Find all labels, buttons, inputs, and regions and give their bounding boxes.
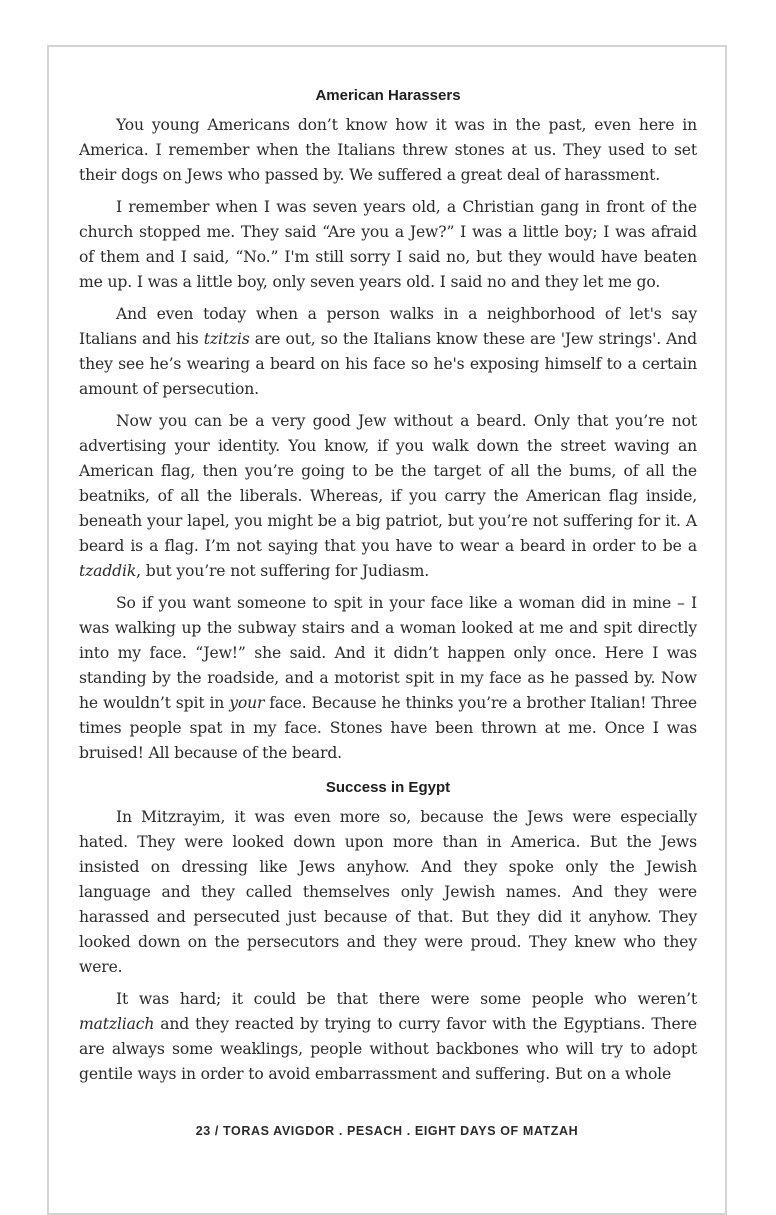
paragraph: In Mitzrayim, it was even more so, because the Jews were especially hated. They were looked down upon more than in America. But the Jews insisted on dressing like Jews anyhow. And they spoke only the Jewish language and they called themselves only Jewish names. And they were harassed and persecuted just because of that. But they did it anyhow. They looked down on the persecutors and they were proud. They knew who they were. [79,808,697,976]
page-footer: 23 / TORAS AVIGDOR . PESACH . EIGHT DAYS OF MATZAH [195,1124,579,1138]
italic-term: tzaddik [79,562,137,580]
paragraph: So if you want someone to spit in your face like a woman did in mine – I was walking up the subway stairs and a woman looked at me and spit directly into my face. “Jew!” she said. And it didn’t happen only once. Here I was standing by the roadside, and a motorist spit in my face as he passed by. Now he wouldn’t spit in your face. Because he thinks you’re a brother Italian! Three times people spat in my face. Stones have been thrown at me. Once I was bruised! All because of the beard. [79,594,697,762]
section-heading-success-in-egypt: Success in Egypt [325,779,451,796]
page-content [79,84,697,1094]
italic-term: tzitzis [203,330,250,348]
paragraph: Now you can be a very good Jew without a beard. Only that you’re not advertising your identity. You know, if you walk down the street waving an American flag, then you’re going to be the target of all the bums, of all the beatniks, of all the liberals. Whereas, if you carry the American flag inside, beneath your lapel, you might be a big patriot, but you’re not suffering for it. A beard is a flag. I’m not saying that you have to wear a beard in order to be a tzaddik, but you’re not suffering for Judiasm. [79,412,697,580]
section-heading-american-harassers: American Harassers [315,87,461,104]
paragraph: You young Americans don’t know how it was in the past, even here in America. I remember when the Italians threw stones at us. They used to set their dogs on Jews who passed by. We suffered a great deal of harassment. [79,116,697,184]
paragraph: I remember when I was seven years old, a Christian gang in front of the church stopped me. They said “Are you a Jew?” I was a little boy; I was afraid of them and I said, “No.” I'm still sorry I said no, but they would have beaten me up. I was a little boy, only seven years old. I said no and they let me go. [79,198,697,291]
italic-term: your [229,694,265,712]
paragraph: And even today when a person walks in a neighborhood of let's say Italians and his tzitzis are out, so the Italians know these are 'Jew strings'. And they see he’s wearing a beard on his face so he's exposing himself to a certain amount of persecution. [79,305,697,398]
italic-term: matzliach [79,1015,155,1033]
paragraph: It was hard; it could be that there were some people who weren’t matzliach and they reacted by trying to curry favor with the Egyptians. There are always some weaklings, people without backbones who will try to adopt gentile ways in order to avoid embarrassment and suffering. But on a whole [79,990,697,1083]
